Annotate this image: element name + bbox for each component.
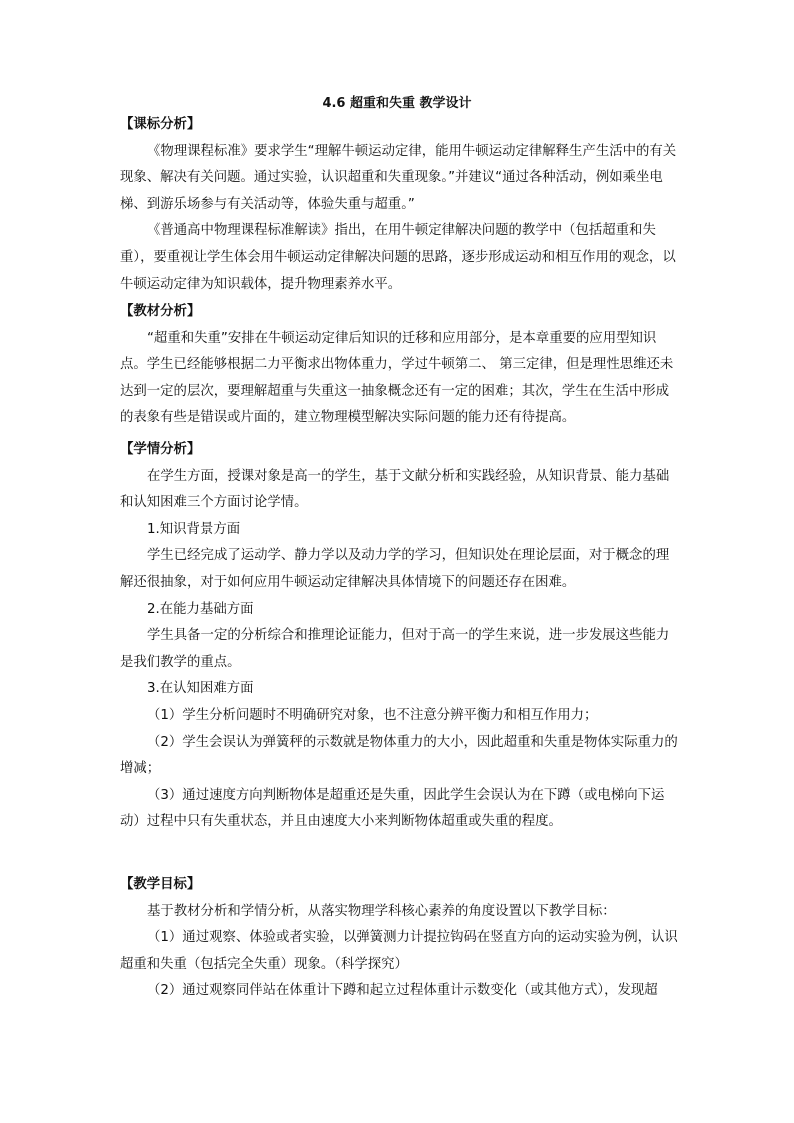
section-heading: 【教材分析】 [120, 304, 201, 319]
section-heading: 【学情分析】 [120, 442, 201, 457]
paragraph: 在学生方面，授课对象是高一的学生，基于文献分析和实践经验，从知识背景、能力基础和认知困难三个方面讨论学情。 [120, 468, 670, 511]
list-item: （1）学生分析问题时不明确研究对象，也不注意分辨平衡力和相互作用力； [147, 707, 598, 723]
list-item: （3）通过速度方向判断物体是超重还是失重，因此学生会误认为在下蹲（或电梯向下运动）过程中只有失重状态，并且由速度大小来判断物体超重或失重的程度。 [120, 787, 665, 830]
section-heading: 【教学目标】 [120, 877, 201, 892]
subheading: 3.在认知困难方面 [147, 681, 254, 697]
paragraph: 学生具备一定的分析综合和推理论证能力，但对于高一的学生来说，进一步发展这些能力是我们教学的重点。 [120, 628, 670, 670]
section-heading: 【课标分析】 [120, 117, 201, 132]
section-teaching-objectives [120, 872, 680, 1005]
section-curriculum-analysis [120, 112, 680, 298]
list-item: （1）通过观察、体验或者实验，以弹簧测力计提拉钩码在竖直方向的运动实验为例，认识超重和失重（包括完全失重）现象。（科学探究） [120, 930, 678, 972]
paragraph: “超重和失重”安排在牛顿运动定律后知识的迁移和应用部分，是本章重要的应用型知识点。学生已经能够根据二力平衡求出物体重力，学过牛顿第二、 第三定律，但是理性思维还未达到一定的层次，要理解超重与失重这一抽象概念还有一定的困难；其次，学生在生活中形成的表象有些是错误或片面的，建立物理模型解决实际问题的能力还有待提高。 [120, 330, 674, 426]
paragraph: 《普通高中物理课程标准解读》指出，在用牛顿定律解决问题的教学中（包括超重和失重），要重视让学生体会用牛顿运动定律解决问题的思路，逐步形成运动和相互作用的观念，以牛顿运动定律为知识载体，提升物理素养水平。 [120, 223, 676, 292]
list-item: （2）学生会误认为弹簧秤的示数就是物体重力的大小，因此超重和失重是物体实际重力的增减； [120, 734, 678, 777]
paragraph: 学生已经完成了运动学、静力学以及动力学的学习，但知识处在理论层面，对于概念的理解还很抽象，对于如何应用牛顿运动定律解决具体情境下的问题还存在困难。 [120, 548, 670, 590]
paragraph: 《物理课程标准》要求学生“理解牛顿运动定律，能用牛顿运动定律解释生产生活中的有关现象、解决有关问题。通过实验，认识超重和失重现象。”并建议“通过各种活动，例如乘坐电梯、到游乐场参与有关活动等，体验失重与超重。” [120, 143, 677, 212]
paragraph: 基于教材分析和学情分析，从落实物理学科核心素养的角度设置以下教学目标： [147, 903, 616, 919]
subheading: 1.知识背景方面 [147, 521, 241, 537]
subheading: 2.在能力基础方面 [147, 601, 254, 617]
list-item: （2）通过观察同伴站在体重计下蹲和起立过程体重计示数变化（或其他方式），发现超 [147, 983, 658, 999]
document-title: 4.6 超重和失重 教学设计 [322, 96, 472, 111]
section-student-analysis [120, 437, 680, 836]
section-textbook-analysis [120, 299, 680, 432]
